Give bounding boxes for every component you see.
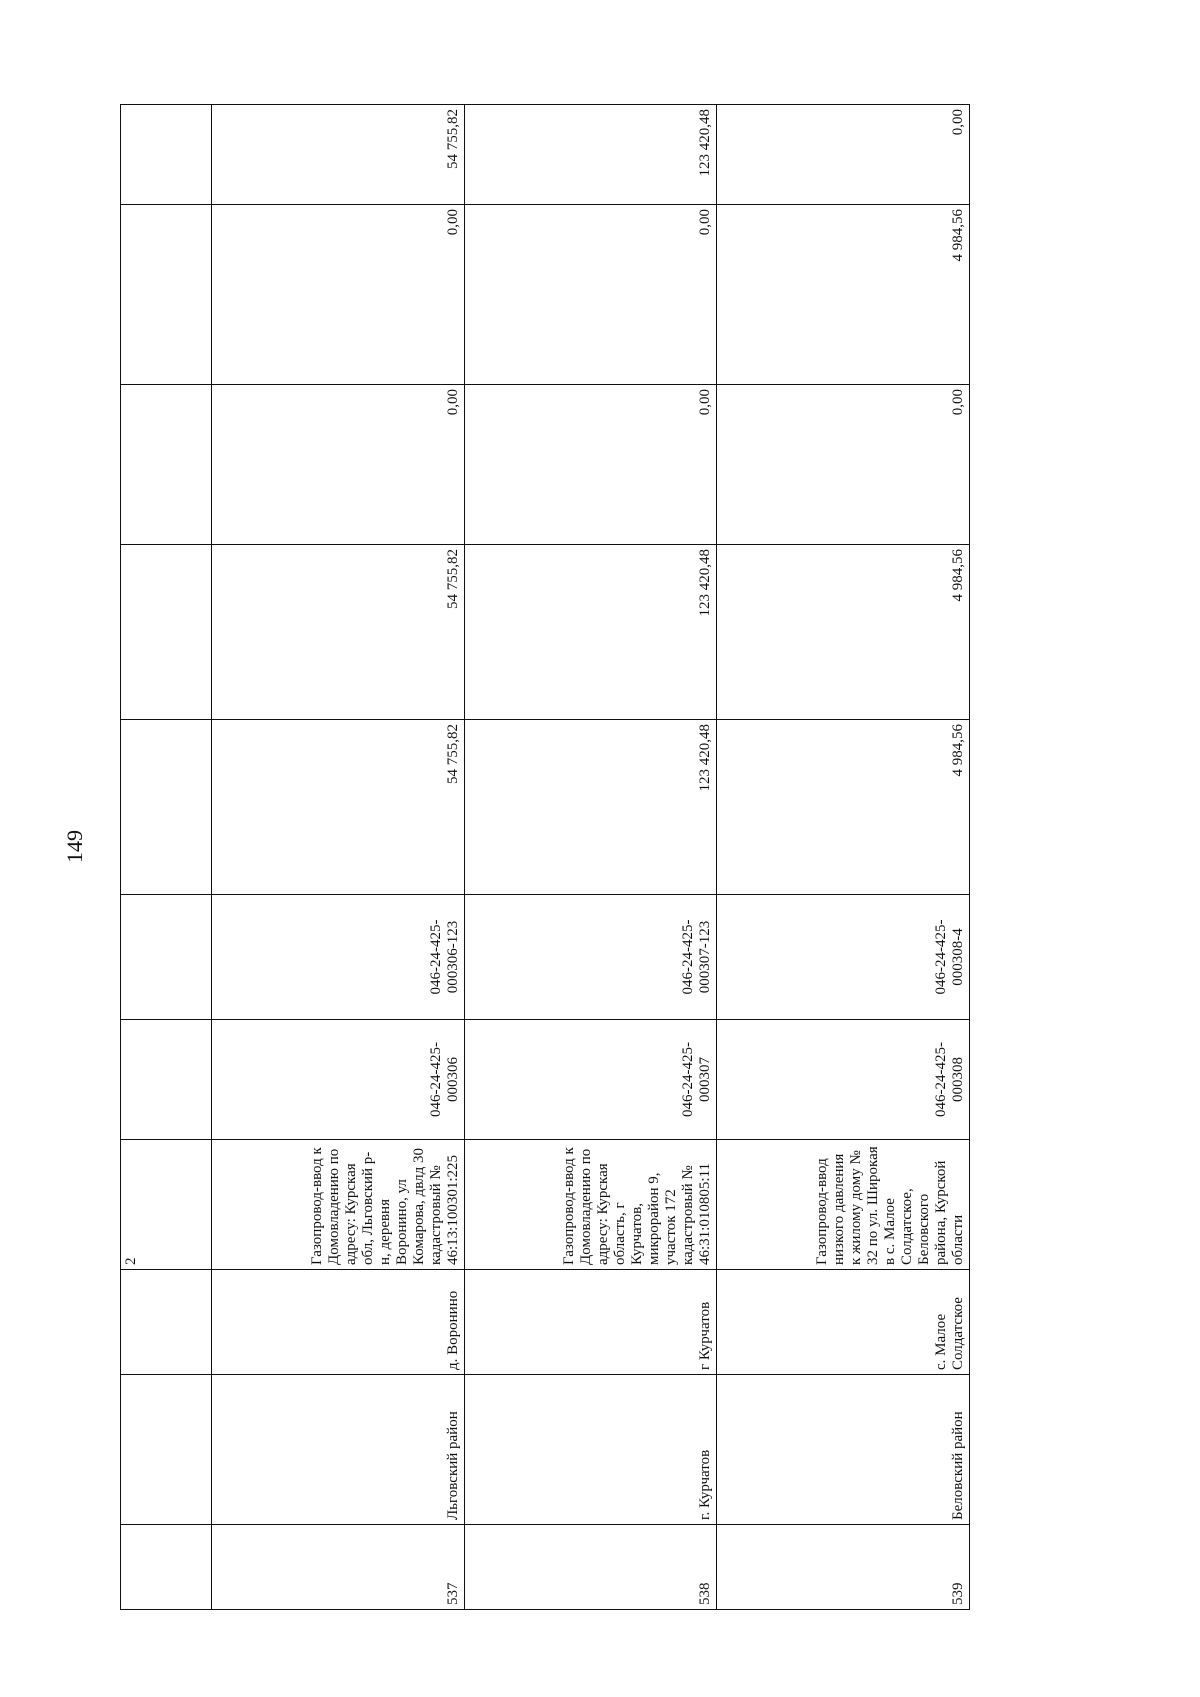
value-cell-4: 0,00 bbox=[212, 205, 465, 385]
header-cell bbox=[121, 105, 212, 205]
header-cell bbox=[121, 205, 212, 385]
header-cell bbox=[121, 545, 212, 720]
district-cell: Беловский район bbox=[717, 1375, 970, 1525]
header-cell bbox=[121, 895, 212, 1020]
row-number: 539 bbox=[717, 1525, 970, 1610]
value-cell-5: 0,00 bbox=[717, 105, 970, 205]
value-cell-5: 54 755,82 bbox=[212, 105, 465, 205]
value-cell-1: 123 420,48 bbox=[464, 720, 717, 895]
table-header-row bbox=[121, 105, 212, 1610]
value-cell-3: 0,00 bbox=[464, 385, 717, 545]
table-row bbox=[212, 105, 465, 1610]
row-number: 537 bbox=[212, 1525, 465, 1610]
inventory-code-cell: 046-24-425-000308 bbox=[717, 1020, 970, 1140]
rotated-table-sheet bbox=[120, 105, 970, 1610]
header-cell bbox=[121, 1525, 212, 1610]
value-cell-2: 123 420,48 bbox=[464, 545, 717, 720]
value-cell-4: 0,00 bbox=[464, 205, 717, 385]
header-cell bbox=[121, 1270, 212, 1375]
row-number: 538 bbox=[464, 1525, 717, 1610]
inventory-code-cell: 046-24-425-000307 bbox=[464, 1020, 717, 1140]
description-cell: Газопровод-ввод к Домовладению по адресу: Курская обл, Льговский р-н, деревня Воронино, ул Комарова, двлд 30 кадастровый № 46:13:100301:225 bbox=[212, 1140, 465, 1270]
description-cell: Газопровод-ввод к Домовладению по адресу: Курская область, г Курчатов, микрорайон 9, участок 172 кадастровый № 46:31:010805:11 bbox=[464, 1140, 717, 1270]
assets-table bbox=[120, 104, 970, 1610]
identifier-code-cell: 046-24-425-000307-123 bbox=[464, 895, 717, 1020]
header-cell bbox=[121, 720, 212, 895]
locality-cell: г Курчатов bbox=[464, 1270, 717, 1375]
identifier-code-cell: 046-24-425-000308-4 bbox=[717, 895, 970, 1020]
value-cell-5: 123 420,48 bbox=[464, 105, 717, 205]
header-cell bbox=[121, 1020, 212, 1140]
value-cell-1: 4 984,56 bbox=[717, 720, 970, 895]
table-row bbox=[464, 105, 717, 1610]
inventory-code-cell: 046-24-425-000306 bbox=[212, 1020, 465, 1140]
value-cell-4: 4 984,56 bbox=[717, 205, 970, 385]
value-cell-3: 0,00 bbox=[212, 385, 465, 545]
page-number: 149 bbox=[62, 830, 87, 863]
locality-cell: д. Воронино bbox=[212, 1270, 465, 1375]
identifier-code-cell: 046-24-425-000306-123 bbox=[212, 895, 465, 1020]
district-cell: г. Курчатов bbox=[464, 1375, 717, 1525]
value-cell-2: 54 755,82 bbox=[212, 545, 465, 720]
header-cell-2: 2 bbox=[121, 1140, 212, 1270]
description-cell: Газопровод-ввод низкого давления к жилому дому № 32 по ул. Широкая в с. Малое Солдатское, Беловского района, Курской области bbox=[717, 1140, 970, 1270]
locality-cell: с. Малое Солдатское bbox=[717, 1270, 970, 1375]
table-row bbox=[717, 105, 970, 1610]
value-cell-3: 0,00 bbox=[717, 385, 970, 545]
header-cell bbox=[121, 1375, 212, 1525]
district-cell: Льговский район bbox=[212, 1375, 465, 1525]
header-cell bbox=[121, 385, 212, 545]
value-cell-2: 4 984,56 bbox=[717, 545, 970, 720]
value-cell-1: 54 755,82 bbox=[212, 720, 465, 895]
